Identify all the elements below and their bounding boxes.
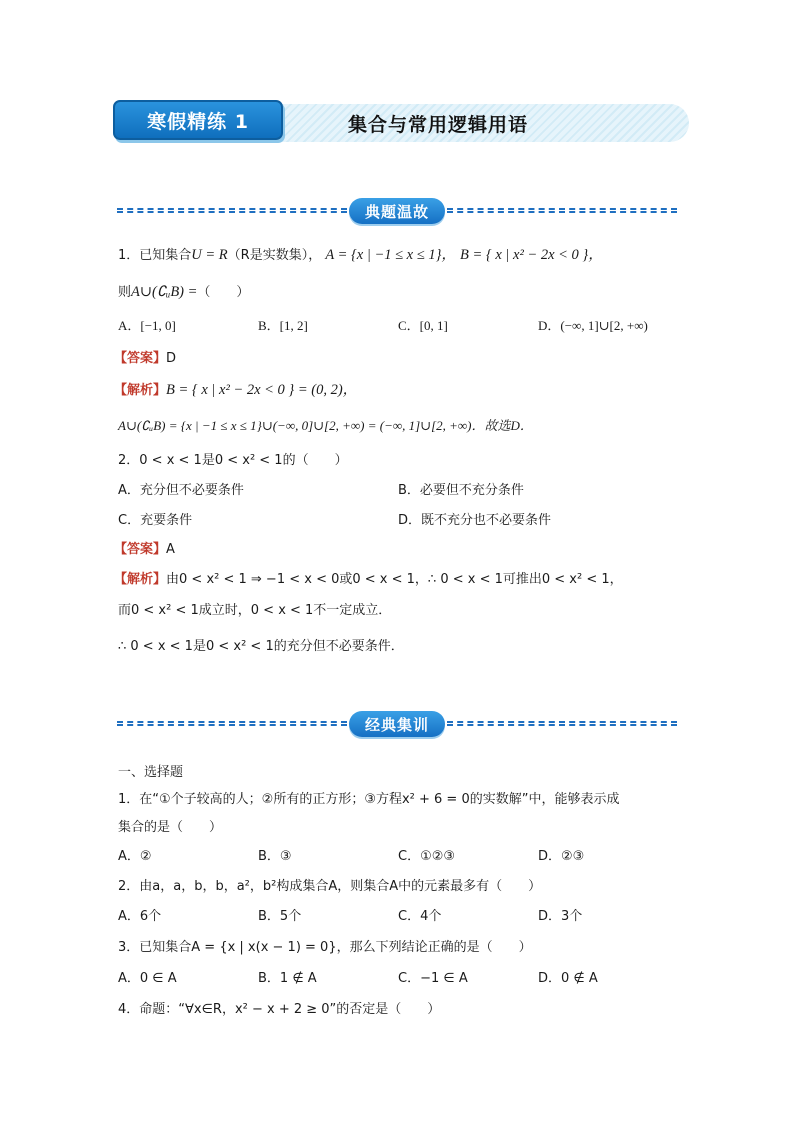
p2-q1-line1: 1．在“①个子较高的人；②所有的正方形；③方程x² + 6 = 0的实数解”中，能够表示成 [118, 792, 620, 807]
q1-option-b: B．[1, 2] [258, 318, 308, 333]
section-divider-1 [117, 198, 677, 224]
p2-q2-option-c: C．4个 [398, 909, 442, 924]
q1-answer: 【答案】D [114, 351, 177, 366]
q2-option-c: C．充要条件 [118, 513, 193, 528]
p2-q1-option-b: B．③ [258, 849, 292, 864]
banner-badge: 寒假精练 1 [113, 100, 283, 140]
q1-analysis-2: A∪(∁ᵤB) = {x | −1 ≤ x ≤ 1}∪(−∞, 0]∪[2, +∞) = (−∞, 1]∪[2, +∞)．故选D． [118, 418, 533, 433]
q2-analysis-2: 而0 < x² < 1成立时，0 < x < 1不一定成立． [118, 603, 392, 618]
q2-analysis-3: ∴ 0 < x < 1是0 < x² < 1的充分但不必要条件． [118, 639, 404, 654]
part2-heading: 一、选择题 [118, 765, 184, 780]
q1-option-d: D．(−∞, 1]∪[2, +∞) [538, 318, 648, 333]
q2-stem: 2．0 < x < 1是0 < x² < 1的（ ） [118, 453, 348, 468]
q2-analysis-1: 【解析】由0 < x² < 1 ⇒ −1 < x < 0或0 < x < 1，∴ 0 < x < 1可推出0 < x² < 1， [114, 572, 623, 587]
p2-q2-stem: 2．由a，a，b，b，a²，b²构成集合A，则集合A中的元素最多有（ ） [118, 879, 542, 894]
p2-q1-line2: 集合的是（ ） [118, 820, 223, 835]
q1-analysis-1: 【解析】B = { x | x² − 2x < 0 } = (0, 2)， [114, 382, 358, 398]
p2-q3-stem: 3．已知集合A = {x | x(x − 1) = 0}，那么下列结论正确的是（ ） [118, 940, 532, 955]
q1-stem-2: 则A∪(∁ᵤB) =（ ） [118, 284, 250, 300]
p2-q1-option-c: C．①②③ [398, 849, 456, 864]
p2-q3-option-a: A．0 ∈ A [118, 971, 177, 986]
q2-answer: 【答案】A [114, 542, 175, 557]
q1-option-a: A．[−1, 0] [118, 318, 176, 333]
q2-option-d: D．既不充分也不必要条件 [398, 513, 552, 528]
p2-q4-stem: 4．命题：“∀x∈R，x² − x + 2 ≥ 0”的否定是（ ） [118, 1002, 441, 1017]
section-title-2: 经典集训 [349, 711, 445, 737]
q1-stem: 1．已知集合U = R（R是实数集）， A = {x | −1 ≤ x ≤ 1}， B = { x | x² − 2x < 0 }， [118, 247, 603, 263]
page-title: 集合与常用逻辑用语 [348, 114, 529, 136]
p2-q3-option-c: C．−1 ∈ A [398, 971, 468, 986]
p2-q2-option-a: A．6个 [118, 909, 162, 924]
p2-q2-option-b: B．5个 [258, 909, 302, 924]
p2-q3-option-d: D．0 ∉ A [538, 971, 598, 986]
title-banner [113, 100, 689, 144]
q2-option-a: A．充分但不必要条件 [118, 483, 244, 498]
q1-option-c: C．[0, 1] [398, 318, 448, 333]
p2-q3-option-b: B．1 ∉ A [258, 971, 317, 986]
p2-q2-option-d: D．3个 [538, 909, 583, 924]
p2-q1-option-a: A．② [118, 849, 152, 864]
section-title-1: 典题温故 [349, 198, 445, 224]
section-divider-2 [117, 711, 677, 737]
p2-q1-option-d: D．②③ [538, 849, 585, 864]
q2-option-b: B．必要但不充分条件 [398, 483, 524, 498]
